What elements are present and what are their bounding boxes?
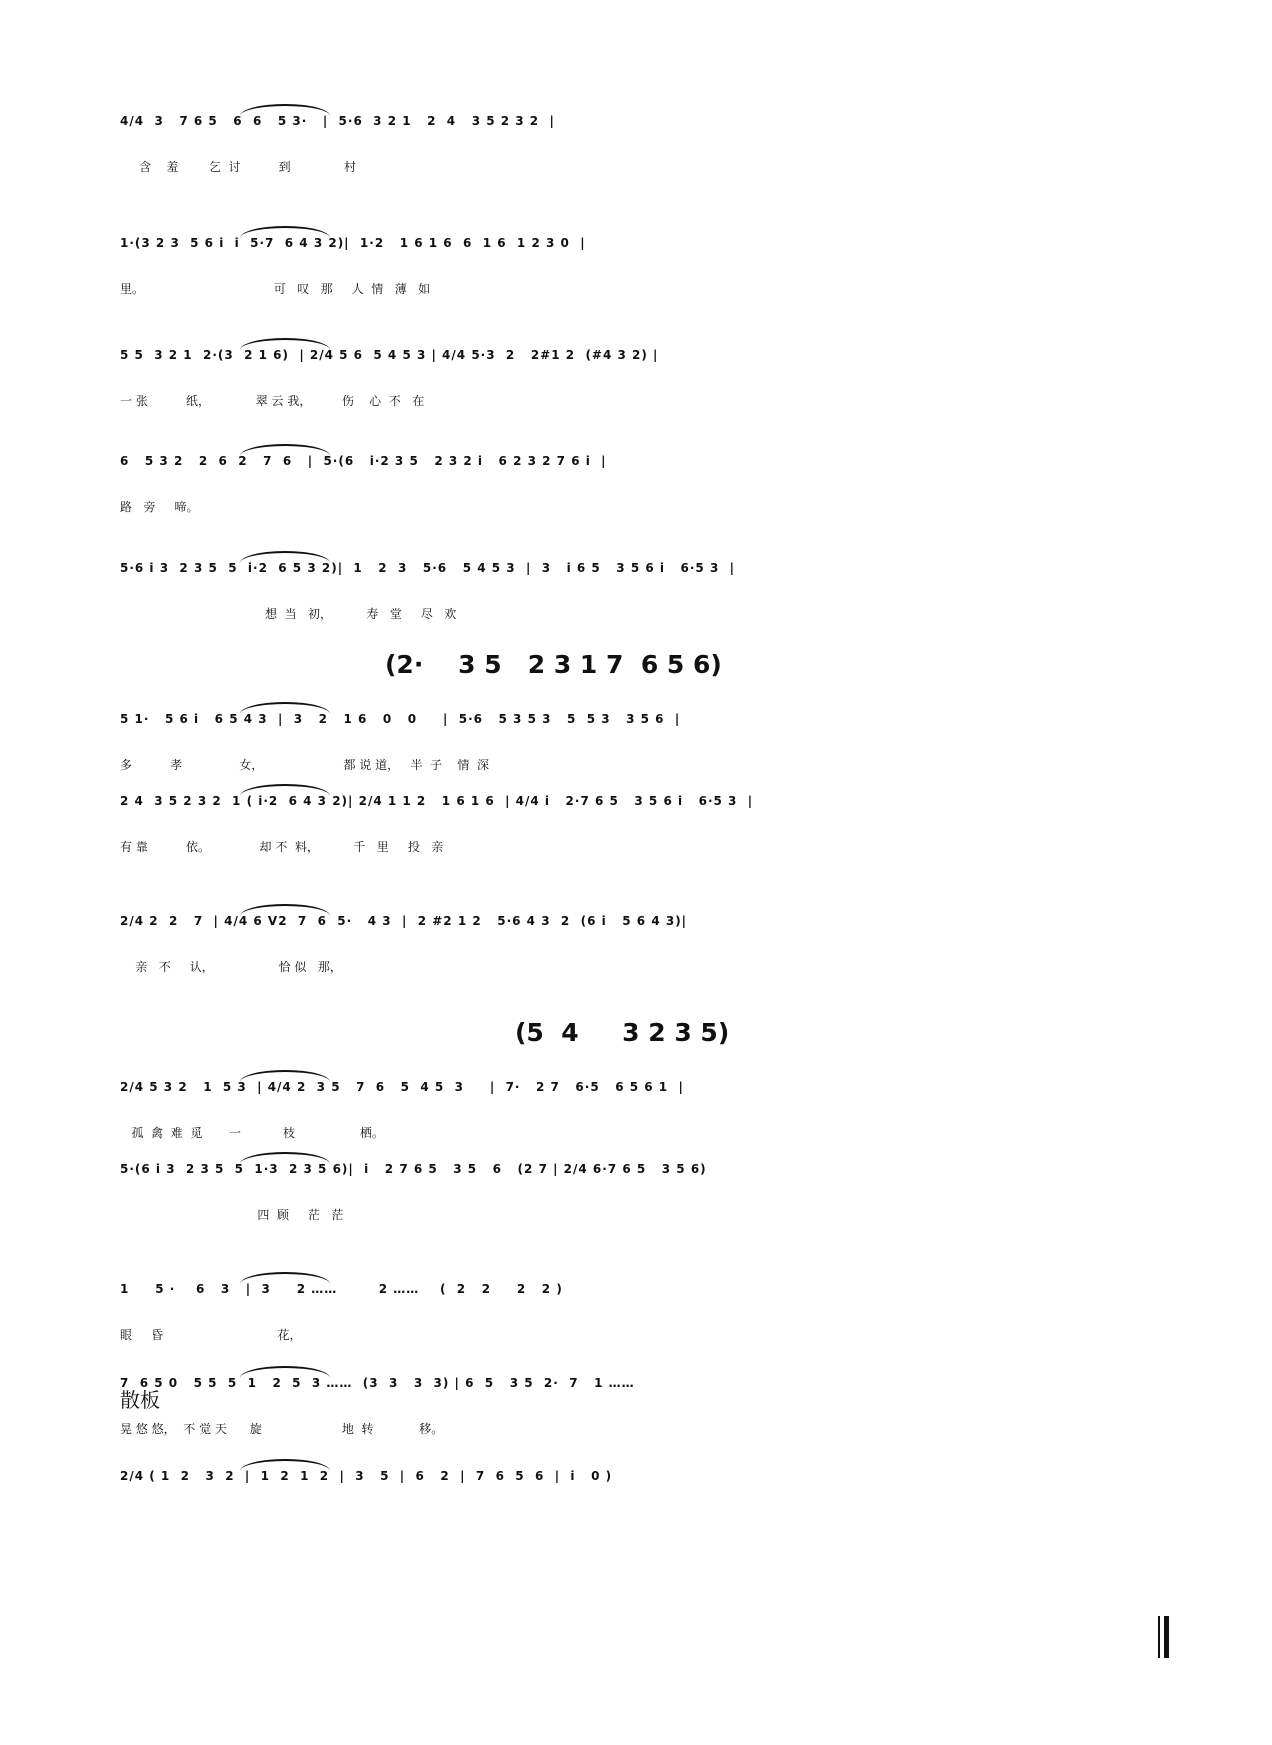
lyric-line: 四 顾 茫 茫	[120, 1208, 344, 1222]
notation-line: 6 5 3 2 2 6 2 7 6 | 5·(6 i·2 3 5 2 3 2 i 6 2 3 2 7 6 i |	[120, 454, 607, 468]
lyric-line: 里。 可 叹 那 人 情 薄 如	[120, 282, 431, 296]
notation-line: 1·(3 2 3 5 6 i i 5·7 6 4 3 2)| 1·2 1 6 1 6 6 1 6 1 2 3 0 |	[120, 236, 586, 250]
slur-arc	[240, 702, 330, 714]
lyric-line: 孤 禽 难 觅 一 枝 栖。	[120, 1126, 384, 1140]
notation-line: 2/4 ( 1 2 3 2 | 1 2 1 2 | 3 5 | 6 2 | 7 6 5 6 | i 0 )	[120, 1469, 613, 1483]
lyric-line: 有 靠 依。 却 不 料， 千 里 投 亲	[120, 840, 444, 854]
lyric-line: 多 孝 女， 都 说 道， 半 子 情 深	[120, 758, 490, 772]
score-system	[120, 780, 1165, 890]
notation-line: 5 1· 5 6 i 6 5 4 3 | 3 2 1 6 0 0 | 5·6 5 3 5 3 5 5 3 3 5 6 |	[120, 712, 681, 726]
lyric-line: 路 旁 啼。	[120, 500, 199, 514]
score-system	[120, 1148, 1165, 1258]
notation-line: 5 5 3 2 1 2·(3 2 1 6) | 2/4 5 6 5 4 5 3 | 4/4 5·3 2 2#1 2 (#4 3 2) |	[120, 348, 659, 362]
score-system	[120, 222, 1165, 332]
notation-line: 7 6 5 0 5 5 5 1 2 5 3 …… (3 3 3 3) | 6 5 3 5 2· 7 1 ……	[120, 1376, 635, 1390]
slur-arc	[240, 551, 330, 563]
final-barline	[1158, 1616, 1170, 1658]
slur-arc	[240, 904, 330, 916]
score-system	[120, 1455, 1165, 1565]
score-system	[120, 650, 1165, 772]
notation-line: 5·(6 i 3 2 3 5 5 1·3 2 3 5 6)| i 2 7 6 5 3 5 6 (2 7 | 2/4 6·7 6 5 3 5 6)	[120, 1162, 707, 1176]
slur-arc	[240, 784, 330, 796]
score-system	[120, 100, 1165, 210]
notation-line: 1 5 · 6 3 | 3 2 …… 2 …… ( 2 2 2 2 )	[120, 1282, 563, 1296]
slur-arc	[240, 444, 330, 456]
score-system	[120, 440, 1165, 550]
lyric-line: 想 当 初， 寿 堂 尽 欢	[120, 607, 457, 621]
accompaniment-notes: (2· 3 5 2 3 1 7 6 5 6)	[385, 650, 722, 679]
slur-arc	[240, 226, 330, 238]
slur-arc	[240, 1366, 330, 1378]
slur-arc	[240, 1459, 330, 1471]
notation-line: 2/4 5 3 2 1 5 3 | 4/4 2 3 5 7 6 5 4 5 3 | 7· 2 7 6·5 6 5 6 1 |	[120, 1080, 684, 1094]
lyric-line: 含 羞 乞 讨 到 村	[120, 160, 357, 174]
score-system	[120, 900, 1165, 1010]
slur-arc	[240, 1272, 330, 1284]
score-system	[120, 1018, 1165, 1140]
slur-arc	[240, 1070, 330, 1082]
slur-arc	[240, 338, 330, 350]
notation-line: 5·6 i 3 2 3 5 5 i·2 6 5 3 2)| 1 2 3 5·6 5 4 5 3 | 3 i 6 5 3 5 6 i 6·5 3 |	[120, 561, 736, 575]
tempo-marking: 散板	[120, 1388, 160, 1412]
accompaniment-notes: (5 4 3 2 3 5)	[515, 1018, 730, 1047]
lyric-line: 亲 不 认， 恰 似 那，	[120, 960, 342, 974]
notation-line: 2/4 2 2 7 | 4/4 6 V2 7 6 5· 4 3 | 2 #2 1 2 5·6 4 3 2 (6 i 5 6 4 3)|	[120, 914, 688, 928]
slur-arc	[240, 104, 330, 116]
lyric-line: 眼 昏 花，	[120, 1328, 302, 1342]
score-system	[120, 334, 1165, 444]
lyric-line: 一 张 纸， 翠 云 我， 伤 心 不 在	[120, 394, 425, 408]
notation-line: 4/4 3 7 6 5 6 6 5 3· | 5·6 3 2 1 2 4 3 5 2 3 2 |	[120, 114, 555, 128]
notation-line: 2 4 3 5 2 3 2 1 ( i·2 6 4 3 2)| 2/4 1 1 2 1 6 1 6 | 4/4 i 2·7 6 5 3 5 6 i 6·5 3 |	[120, 794, 754, 808]
lyric-line: 晃 悠 悠， 不 觉 天 旋 地 转 移。	[120, 1422, 444, 1436]
slur-arc	[240, 1152, 330, 1164]
score-system	[120, 547, 1165, 657]
